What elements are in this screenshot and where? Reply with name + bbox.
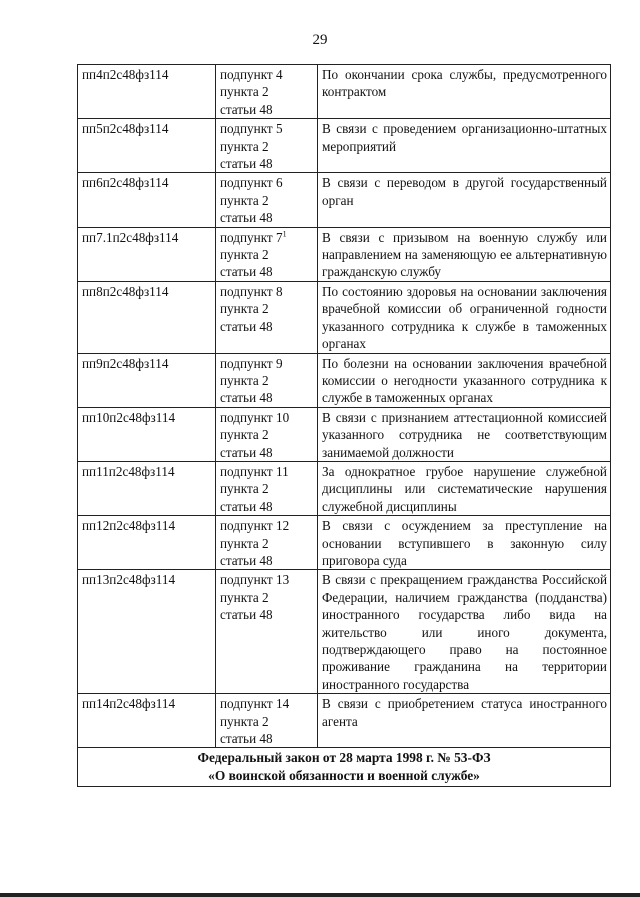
reference-line (220, 552, 314, 569)
reference-line (220, 83, 314, 100)
reference-text: статьи 48 (220, 390, 273, 406)
reference-line (220, 101, 314, 118)
reference-line (220, 713, 314, 730)
reference-line (220, 66, 314, 83)
reference-line (220, 535, 314, 552)
reference-text: пункта 2 (220, 192, 269, 208)
reference-line (220, 480, 314, 497)
reference-text: статьи 48 (220, 444, 273, 460)
reference-line (220, 155, 314, 172)
scan-edge-bottom (0, 893, 640, 897)
reason-cell: По окончании срока службы, предусмотренного контрактом (318, 65, 611, 119)
table-row (78, 407, 611, 461)
reference-line (220, 209, 314, 226)
reference-line (220, 426, 314, 443)
reference-text: статьи 48 (220, 552, 273, 568)
reference-line (220, 300, 314, 317)
reference-line (220, 355, 314, 372)
reference-cell (216, 173, 318, 227)
reason-cell: В связи с переводом в другой государственный орган (318, 173, 611, 227)
code-cell: пп8п2с48фз114 (78, 281, 216, 353)
reference-line (220, 372, 314, 389)
reference-cell (216, 119, 318, 173)
reference-line (220, 318, 314, 335)
code-cell: пп7.1п2с48фз114 (78, 227, 216, 281)
reference-text: статьи 48 (220, 607, 273, 623)
reference-cell (216, 281, 318, 353)
reason-cell: За однократное грубое нарушение служебной дисциплины или систематические нарушения служебной дисциплины (318, 461, 611, 515)
code-cell: пп6п2с48фз114 (78, 173, 216, 227)
table-row (78, 461, 611, 515)
reference-text: пункта 2 (220, 301, 269, 317)
law-heading-line1: Федеральный закон от 28 марта 1998 г. № 53-ФЗ (197, 750, 491, 766)
table-row (78, 570, 611, 694)
table-row (78, 516, 611, 570)
reason-cell: В связи с проведением организационно-штатных мероприятий (318, 119, 611, 173)
reference-cell (216, 65, 318, 119)
reference-line (220, 589, 314, 606)
reference-text: пункта 2 (220, 84, 269, 100)
reference-text: статьи 48 (220, 156, 273, 172)
reference-text: пункта 2 (220, 535, 269, 551)
dismissal-grounds-table (77, 64, 611, 787)
reference-text: пункта 2 (220, 589, 269, 605)
reason-cell: По состоянию здоровья на основании заключения врачебной комиссии об ограниченной годности указанного сотрудника к службе в таможенных органах (318, 281, 611, 353)
reference-line (220, 409, 314, 426)
reference-text: статьи 48 (220, 210, 273, 226)
reference-line (220, 389, 314, 406)
reference-text: статьи 48 (220, 264, 273, 280)
reference-cell (216, 227, 318, 281)
reference-text: пункта 2 (220, 427, 269, 443)
reference-text: пункта 2 (220, 372, 269, 388)
reference-text: пункта 2 (220, 138, 269, 154)
reference-cell (216, 516, 318, 570)
table-row (78, 281, 611, 353)
reference-line (220, 263, 314, 280)
reference-text: подпункт 12 (220, 518, 290, 534)
reference-line (220, 174, 314, 191)
reference-text: подпункт 7 (220, 229, 283, 245)
reference-text: подпункт 4 (220, 67, 283, 82)
law-heading-line2: «О воинской обязанности и военной службе» (208, 767, 480, 783)
reference-text: подпункт 8 (220, 283, 283, 299)
reference-cell (216, 461, 318, 515)
table-row (78, 119, 611, 173)
reference-line (220, 444, 314, 461)
reference-line (220, 571, 314, 588)
law-heading (78, 748, 611, 787)
reference-line (220, 517, 314, 534)
reference-text: статьи 48 (220, 731, 273, 747)
reference-text: пункта 2 (220, 481, 269, 497)
table-row (78, 353, 611, 407)
reference-cell (216, 353, 318, 407)
reference-cell (216, 570, 318, 694)
code-cell: пп4п2с48фз114 (78, 65, 216, 119)
reference-text: подпункт 6 (220, 175, 283, 191)
law-heading-row (78, 748, 611, 787)
reason-cell: В связи с призывом на военную службу или направлением на заменяющую ее альтернативную гражданскую службу (318, 227, 611, 281)
reference-text: подпункт 11 (220, 463, 289, 479)
reference-text: статьи 48 (220, 101, 273, 117)
reference-line (220, 120, 314, 137)
code-cell: пп5п2с48фз114 (78, 119, 216, 173)
reference-line (220, 463, 314, 480)
reason-cell: В связи с осуждением за преступление на основании вступившего в законную силу приговора суда (318, 516, 611, 570)
table-row (78, 173, 611, 227)
page-number: 29 (312, 32, 328, 48)
reference-text: подпункт 5 (220, 121, 283, 137)
reference-text: пункта 2 (220, 247, 269, 263)
reference-cell (216, 694, 318, 748)
reason-cell: В связи с признанием аттестационной комиссией указанного сотрудника не соответствующим занимаемой должности (318, 407, 611, 461)
code-cell: пп11п2с48фз114 (78, 461, 216, 515)
reference-text: подпункт 10 (220, 409, 290, 425)
reference-cell (216, 407, 318, 461)
reference-line (220, 498, 314, 515)
reference-line (220, 730, 314, 747)
reference-line (220, 606, 314, 623)
code-cell: пп9п2с48фз114 (78, 353, 216, 407)
reference-text: подпункт 14 (220, 696, 290, 712)
code-cell: пп12п2с48фз114 (78, 516, 216, 570)
reference-text: статьи 48 (220, 318, 273, 334)
reference-line (220, 246, 314, 263)
superscript-index: 1 (282, 229, 287, 239)
reference-text: подпункт 13 (220, 572, 290, 588)
reference-text: подпункт 9 (220, 355, 283, 371)
reason-cell: В связи с приобретением статуса иностранного агента (318, 694, 611, 748)
table-row (78, 694, 611, 748)
code-cell: пп13п2с48фз114 (78, 570, 216, 694)
reference-line (220, 192, 314, 209)
table-row (78, 65, 611, 119)
reference-line (220, 229, 314, 246)
reference-line (220, 138, 314, 155)
reference-text: пункта 2 (220, 713, 269, 729)
reason-cell: В связи с прекращением гражданства Российской Федерации, наличием гражданства (подданства) иностранного государства либо вида на жительство или иного документа, подтверждающего право на постоянное проживание гражданина на территории иностранного государства (318, 570, 611, 694)
reason-cell: По болезни на основании заключения врачебной комиссии о негодности указанного сотрудника к службе в таможенных органах (318, 353, 611, 407)
code-cell: пп10п2с48фз114 (78, 407, 216, 461)
reference-text: статьи 48 (220, 498, 273, 514)
code-cell: пп14п2с48фз114 (78, 694, 216, 748)
reference-line (220, 283, 314, 300)
table-row (78, 227, 611, 281)
table-body (78, 65, 611, 787)
reference-line (220, 695, 314, 712)
